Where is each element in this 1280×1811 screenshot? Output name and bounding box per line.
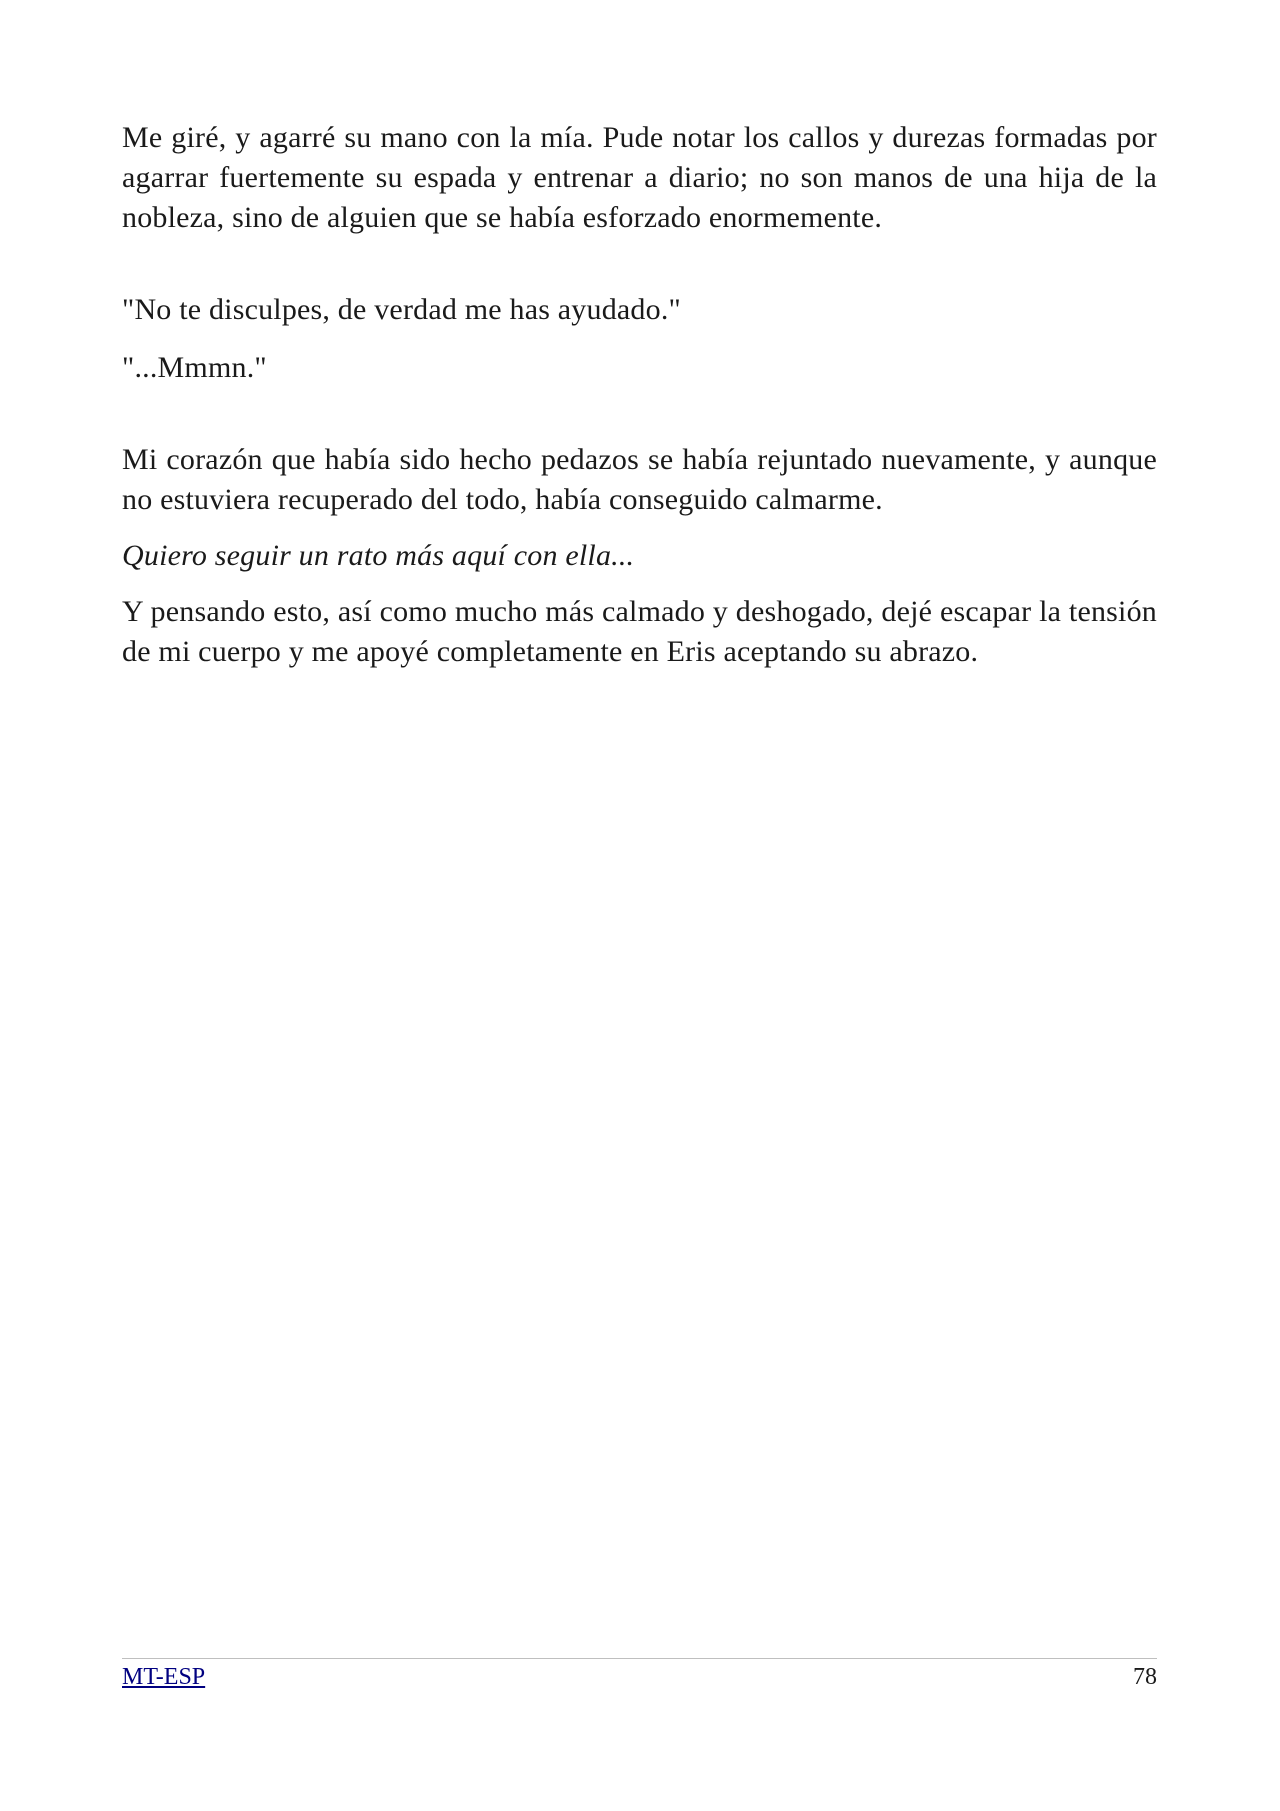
thought-stay-with-her: Quiero seguir un rato más aquí con ella...	[122, 539, 635, 572]
paragraph-heart-mended: Mi corazón que había sido hecho pedazos se había rejuntado nuevamente, y aunque no estuviera recuperado del todo, había conseguido calmarme.	[122, 443, 1157, 516]
footer-link-mt-esp[interactable]: MT-ESP	[122, 1664, 206, 1690]
paragraph-hand-callouses: Me giré, y agarré su mano con la mía. Pude notar los callos y durezas formadas por agarrar fuertemente su espada y entrenar a diario; no son manos de una hija de la nobleza, sino de alguien que se había esforzado enormemente.	[122, 121, 1157, 234]
page-body	[122, 118, 1157, 672]
dialogue-mmmn: "...Mmmn."	[122, 351, 267, 384]
dialogue-no-apologies: "No te disculpes, de verdad me has ayudado."	[122, 293, 681, 326]
paragraph-accept-embrace: Y pensando esto, así como mucho más calmado y deshogado, dejé escapar la tensión de mi cuerpo y me apoyé completamente en Eris aceptando su abrazo.	[122, 595, 1157, 668]
footer-divider	[122, 1658, 1157, 1659]
page-number: 78	[1133, 1664, 1157, 1690]
page-footer	[122, 1662, 1157, 1692]
